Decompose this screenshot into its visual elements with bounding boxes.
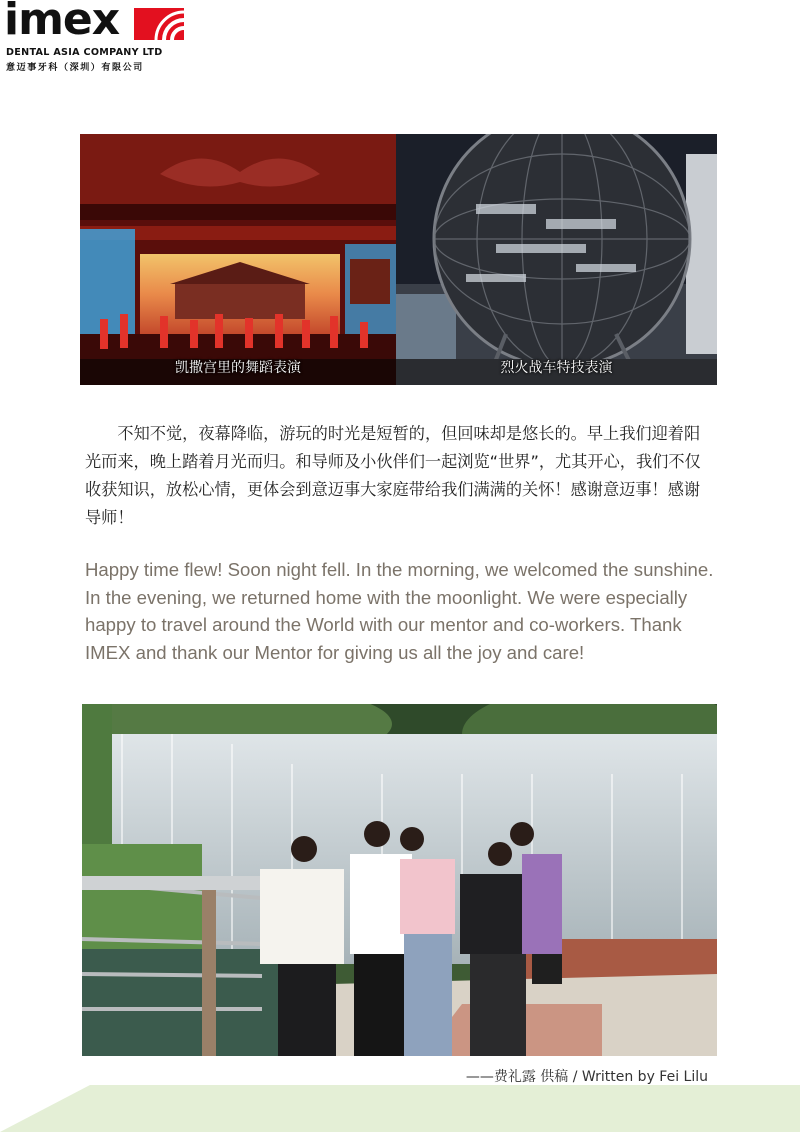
photo-group-waterfall [82, 704, 717, 1056]
article-chinese-paragraph: 不知不觉，夜幕降临，游玩的时光是短暂的，但回味却是悠长的。早上我们迎着阳光而来，晚上踏着月光而归。和导师及小伙伴们一起浏览“世界”，尤其开心，我们不仅收获知识，放松心情，更体会到意迈事大家庭带给我们满满的关怀！感谢意迈事！感谢导师！ [85, 424, 701, 527]
photo-globe-stunt [396, 134, 717, 385]
company-logo [4, 0, 194, 73]
logo-company-english: DENTAL ASIA COMPANY LTD [6, 47, 163, 58]
logo-company-chinese: 意迈事牙科（深圳）有限公司 [6, 63, 144, 73]
article-english-paragraph: Happy time flew! Soon night fell. In the morning, we welcomed the sunshine. In the evening, we returned home with the moonlight. We were especially happy to travel around the World with our mentor and co-workers. Thank IMEX and thank our Mentor for giving us all the joy and care! [85, 559, 714, 663]
logo-red-mark [134, 8, 184, 40]
caption-dance: 凯撒宫里的舞蹈表演 [175, 360, 301, 376]
footer-decorative-band [0, 1085, 800, 1132]
caption-globe: 烈火战车特技表演 [500, 360, 613, 376]
photo-dance-performance [80, 134, 396, 385]
author-credit: ——费礼露 供稿 / Written by Fei Lilu [465, 1069, 708, 1085]
logo-wordmark: imex [4, 0, 120, 45]
